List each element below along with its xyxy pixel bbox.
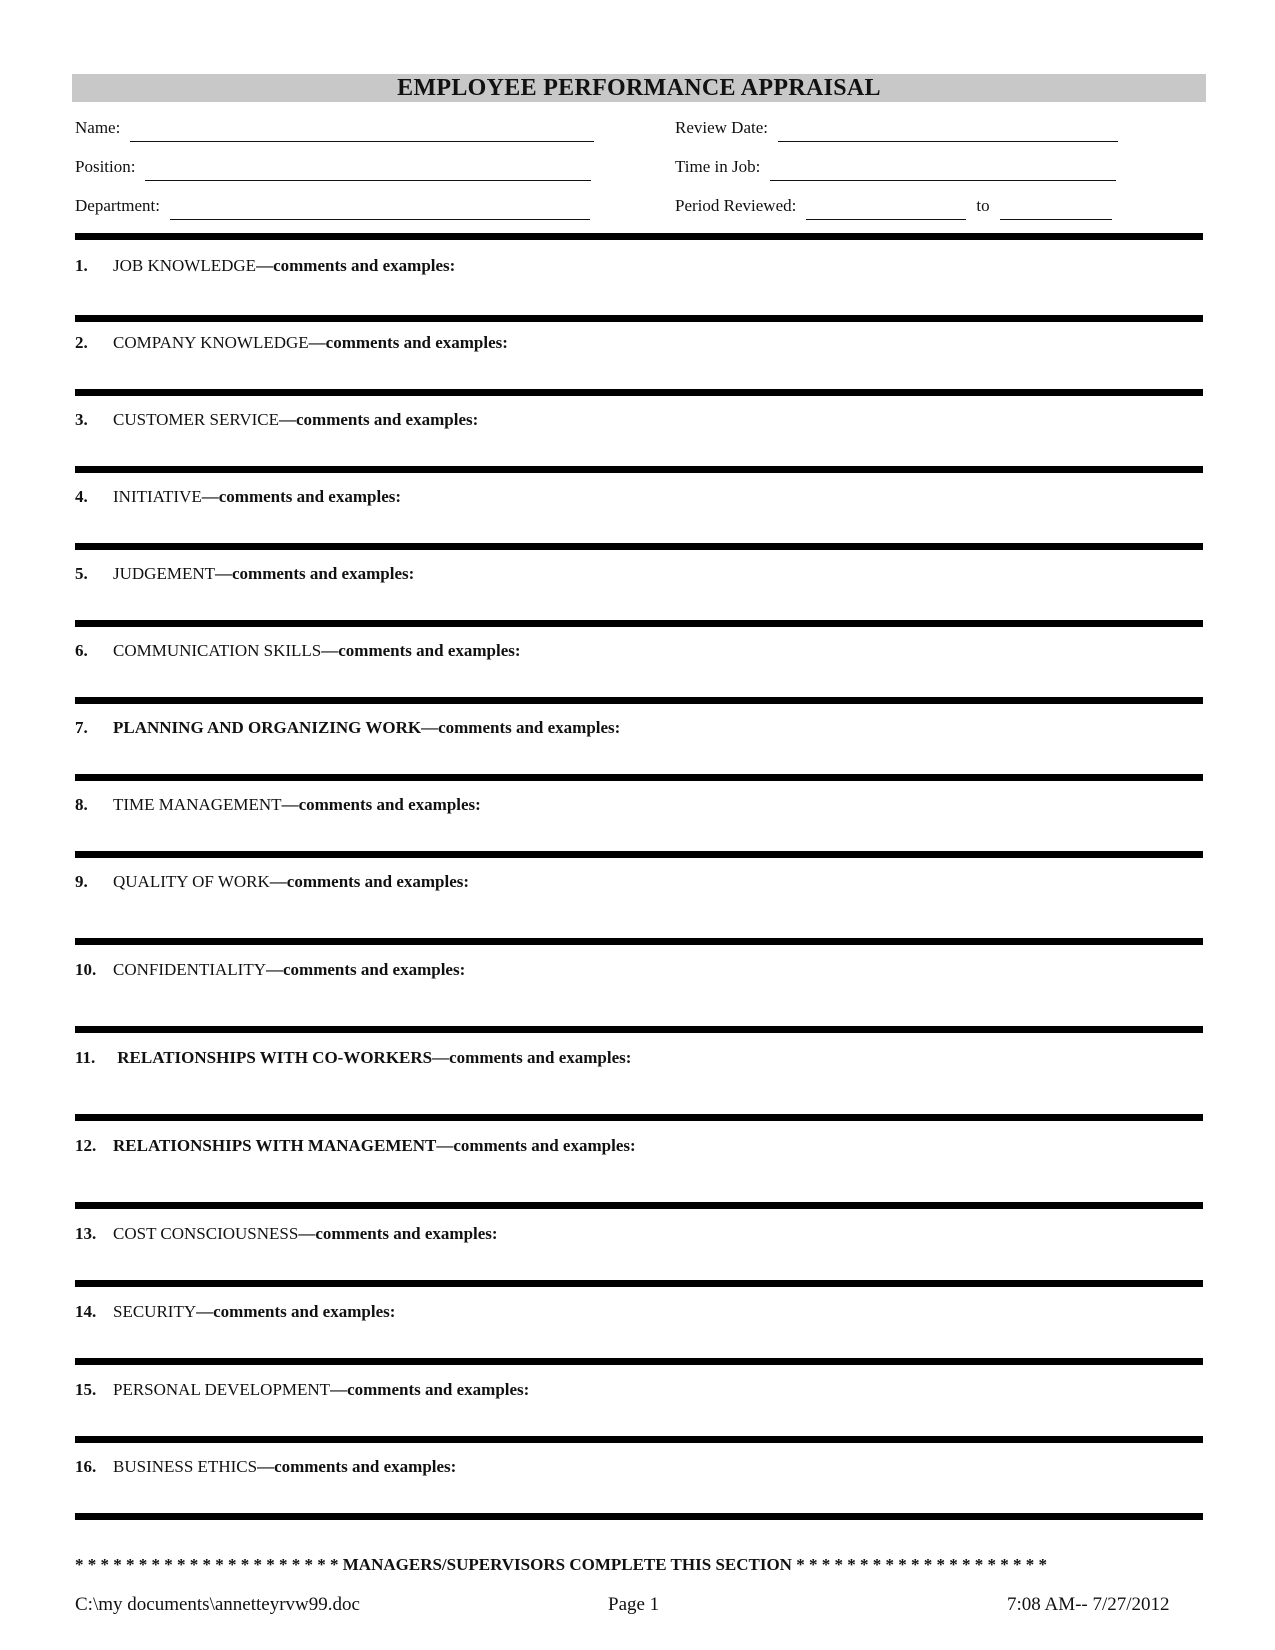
section-title: PERSONAL DEVELOPMENT [113,1380,331,1399]
section-number: 13. [75,1224,97,1243]
divider-rule [75,543,1203,550]
divider-rule [75,1202,1203,1209]
section-initiative[interactable] [75,487,401,507]
time-in-job-row [675,155,1135,181]
section-comment-label: —comments and examples: [330,1380,530,1399]
name-line[interactable] [130,123,594,142]
section-quality-of-work[interactable] [75,872,469,892]
section-number: 6. [75,641,88,660]
section-title: CONFIDENTIALITY [113,960,266,979]
section-planning-and-organizing-work[interactable] [75,718,620,738]
divider-rule [75,1513,1203,1520]
divider-rule [75,1026,1203,1033]
section-number: 5. [75,564,88,583]
section-comment-label: —comments and examples: [196,1302,396,1321]
section-number: 8. [75,795,88,814]
divider-rule [75,938,1203,945]
section-comment-label: —comments and examples: [308,333,508,352]
section-title: JUDGEMENT [113,564,215,583]
section-title: COST CONSCIOUSNESS [113,1224,299,1243]
section-job-knowledge[interactable] [75,256,455,276]
divider-rule [75,1436,1203,1443]
divider-rule [75,697,1203,704]
section-comment-label: —comments and examples: [256,256,456,275]
section-number: 11. [75,1048,96,1067]
section-title: JOB KNOWLEDGE [113,256,257,275]
divider-rule [75,851,1203,858]
section-business-ethics[interactable] [75,1457,456,1477]
divider-rule [75,1358,1203,1365]
period-start-line[interactable] [806,201,966,220]
period-end-line[interactable] [1000,201,1112,220]
section-number: 16. [75,1457,97,1476]
divider-rule [75,774,1203,781]
section-company-knowledge[interactable] [75,333,508,353]
position-label: Position: [75,157,136,176]
time-in-job-label: Time in Job: [675,157,761,176]
divider-rule [75,233,1203,240]
section-number: 7. [75,718,88,737]
section-comment-label: —comments and examples: [436,1136,636,1155]
section-comment-label: —comments and examples: [269,872,470,891]
divider-rule [75,1280,1203,1287]
section-relationships-with-co-workers[interactable] [75,1048,631,1068]
section-customer-service[interactable] [75,410,478,430]
section-number: 12. [75,1136,97,1155]
department-field-row [75,194,605,220]
section-number: 2. [75,333,88,352]
divider-rule [75,620,1203,627]
section-title: RELATIONSHIPS WITH CO-WORKERS [113,1048,433,1067]
section-title: COMPANY KNOWLEDGE [113,333,309,352]
section-number: 4. [75,487,88,506]
position-line[interactable] [145,162,591,181]
section-number: 14. [75,1302,97,1321]
section-comment-label: —comments and examples: [201,487,402,506]
section-security[interactable] [75,1302,395,1322]
section-title: PLANNING AND ORGANIZING WORK [113,718,422,737]
section-title: CUSTOMER SERVICE [113,410,279,429]
review-date-label: Review Date: [675,118,768,137]
footer-file-path: C:\my documents\annetteyrvw99.doc [75,1594,360,1615]
section-comment-label: —comments and examples: [279,410,479,429]
department-line[interactable] [170,201,590,220]
period-reviewed-row [675,194,1135,220]
section-relationships-with-management[interactable] [75,1136,636,1156]
divider-rule [75,466,1203,473]
period-reviewed-label: Period Reviewed: [675,196,797,215]
section-title: RELATIONSHIPS WITH MANAGEMENT [113,1136,437,1155]
section-title: BUSINESS ETHICS [113,1457,258,1476]
section-comment-label: —comments and examples: [281,795,481,814]
section-time-management[interactable] [75,795,481,815]
section-title: COMMUNICATION SKILLS [113,641,322,660]
section-number: 15. [75,1380,97,1399]
section-comment-label: —comments and examples: [432,1048,632,1067]
section-title: TIME MANAGEMENT [113,795,282,814]
section-title: INITIATIVE [113,487,202,506]
department-label: Department: [75,196,160,215]
footer-timestamp: 7:08 AM-- 7/27/2012 [1007,1594,1170,1615]
name-field-row [75,116,605,142]
section-comment-label: —comments and examples: [321,641,521,660]
divider-rule [75,315,1203,322]
section-comment-label: —comments and examples: [265,960,466,979]
divider-rule [75,389,1203,396]
section-number: 3. [75,410,88,429]
period-to-label: to [976,196,990,215]
section-judgement[interactable] [75,564,414,584]
section-title: SECURITY [113,1302,197,1321]
section-cost-consciousness[interactable] [75,1224,498,1244]
footer-page-number: Page 1 [608,1594,660,1615]
divider-rule [75,1114,1203,1121]
section-comment-label: —comments and examples: [215,564,415,583]
review-date-row [675,116,1135,142]
position-field-row [75,155,605,181]
section-number: 1. [75,256,88,275]
section-comment-label: —comments and examples: [298,1224,498,1243]
time-in-job-line[interactable] [770,162,1116,181]
section-title: QUALITY OF WORK [113,872,270,891]
section-number: 9. [75,872,88,891]
section-comment-label: —comments and examples: [257,1457,457,1476]
review-date-line[interactable] [778,123,1118,142]
section-confidentiality[interactable] [75,960,465,980]
section-number: 10. [75,960,97,979]
name-label: Name: [75,118,121,137]
section-communication-skills[interactable] [75,641,521,661]
form-title: EMPLOYEE PERFORMANCE APPRAISAL [72,74,1206,102]
managers-section-banner: * * * * * * * * * * * * * * * * * * * * * MANAGERS/SUPERVISORS COMPLETE THIS SECTION * * * * * * * * * * * * * * * * * * * * [75,1555,1047,1574]
section-personal-development[interactable] [75,1380,529,1400]
section-comment-label: —comments and examples: [421,718,621,737]
